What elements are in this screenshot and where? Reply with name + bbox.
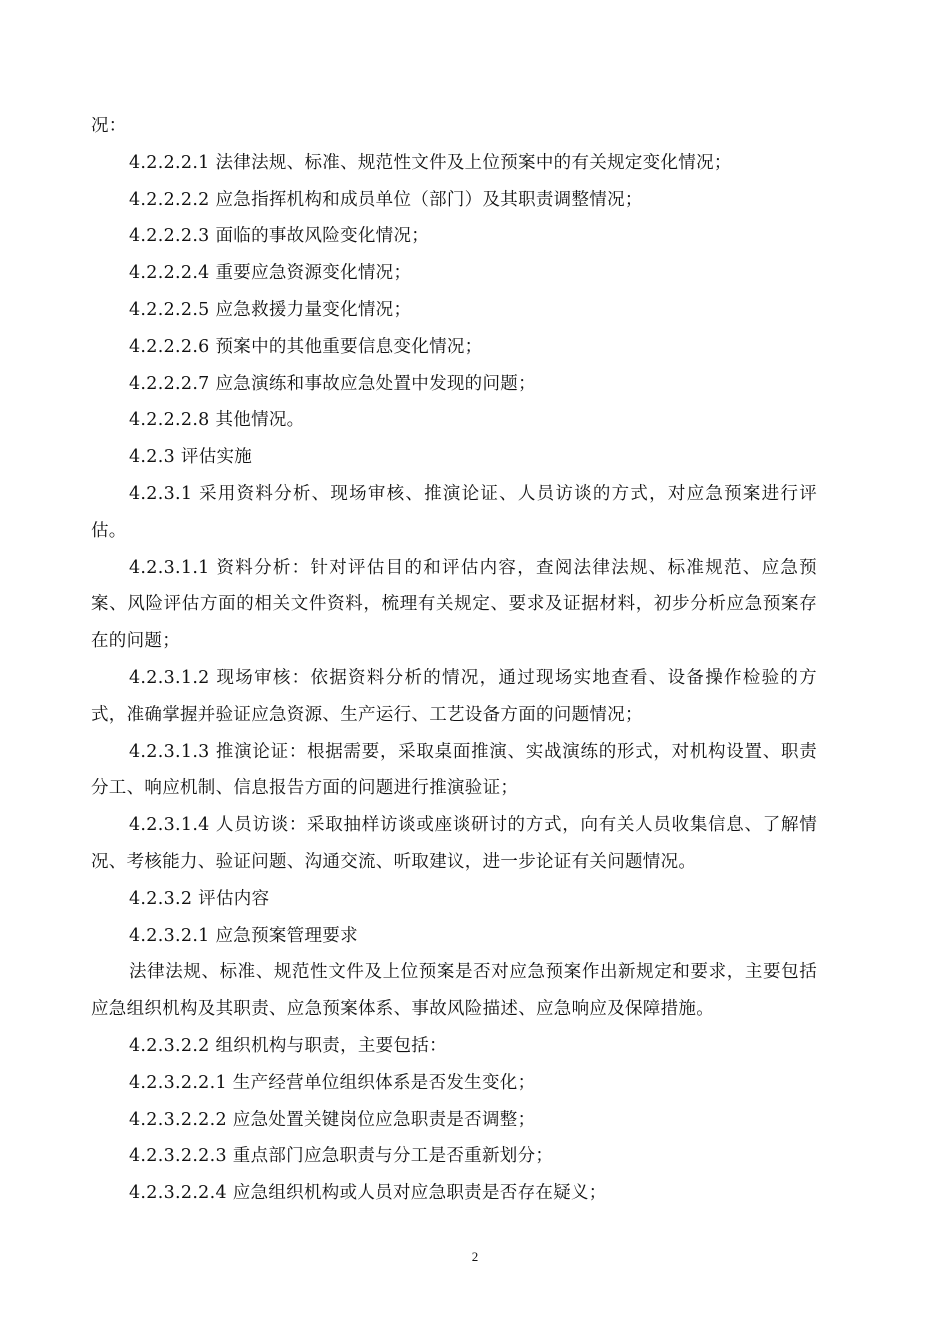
paragraph-4-2-2-2-4: 4.2.2.2.4 重要应急资源变化情况； [129,263,412,284]
page-number: 2 [471,1249,479,1264]
paragraph-4-2-2-2-5: 4.2.2.2.5 应急救援力量变化情况； [129,299,412,320]
paragraph-4-2-2-2-8: 4.2.2.2.8 其他情况。 [129,410,305,431]
paragraph-4-2-3-1: 4.2.3.1 采用资料分析、现场审核、推演论证、人员访谈的方式，对应急预案进行评估。 [91,483,817,541]
paragraph-4-2-2-2-3: 4.2.2.2.3 面临的事故风险变化情况； [129,226,430,247]
paragraph-4-2-3-1-3: 4.2.3.1.3 推演论证：根据需要，采取桌面推演、实战演练的形式，对机构设置、职责分工、响应机制、信息报告方面的问题进行推演验证； [91,741,817,799]
paragraph-continuation: 况： [91,116,127,136]
paragraph-4-2-2-2-7: 4.2.2.2.7 应急演练和事故应急处置中发现的问题； [129,373,536,394]
paragraph-4-2-3-2-2-3: 4.2.3.2.2.3 重点部门应急职责与分工是否重新划分； [129,1146,554,1167]
paragraph-4-2-3-2-2-4: 4.2.3.2.2.4 应急组织机构或人员对应急职责是否存在疑义； [129,1183,607,1204]
subsection-heading-4-2-3-2-1: 4.2.3.2.1 应急预案管理要求 [129,925,358,946]
paragraph-4-2-3-2-2-2: 4.2.3.2.2.2 应急处置关键岗位应急职责是否调整； [129,1109,536,1130]
section-heading-4-2-3-2: 4.2.3.2 评估内容 [129,888,270,909]
section-heading-4-2-3: 4.2.3 评估实施 [129,447,253,468]
paragraph-4-2-2-2-1: 4.2.2.2.1 法律法规、标准、规范性文件及上位预案中的有关规定变化情况； [129,152,732,173]
paragraph-4-2-2-2-2: 4.2.2.2.2 应急指挥机构和成员单位（部门）及其职责调整情况； [129,189,643,210]
subsection-heading-4-2-3-2-2: 4.2.3.2.2 组织机构与职责，主要包括： [129,1035,447,1056]
paragraph-4-2-3-2-2-1: 4.2.3.2.2.1 生产经营单位组织体系是否发生变化； [129,1072,536,1093]
document-body [91,108,817,1212]
paragraph-management-requirements: 法律法规、标准、规范性文件及上位预案是否对应急预案作出新规定和要求，主要包括应急组织机构及其职责、应急预案体系、事故风险描述、应急响应及保障措施。 [91,962,817,1020]
paragraph-4-2-3-1-2: 4.2.3.1.2 现场审核：依据资料分析的情况，通过现场实地查看、设备操作检验的方式，准确掌握并验证应急资源、生产运行、工艺设备方面的问题情况； [91,667,817,725]
paragraph-4-2-3-1-4: 4.2.3.1.4 人员访谈：采取抽样访谈或座谈研讨的方式，向有关人员收集信息、了解情况、考核能力、验证问题、沟通交流、听取建议，进一步论证有关问题情况。 [91,815,817,872]
paragraph-4-2-2-2-6: 4.2.2.2.6 预案中的其他重要信息变化情况； [129,336,483,357]
paragraph-4-2-3-1-1: 4.2.3.1.1 资料分析：针对评估目的和评估内容，查阅法律法规、标准规范、应急预案、风险评估方面的相关文件资料，梳理有关规定、要求及证据材料，初步分析应急预案存在的问题； [91,557,817,652]
